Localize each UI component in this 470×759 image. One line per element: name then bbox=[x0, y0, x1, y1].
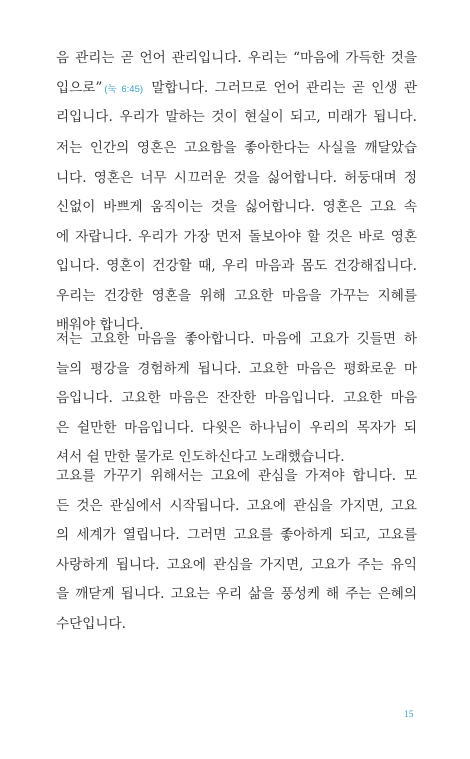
text-line: 음입니다. 고요한 마음은 잔잔한 마음입니다. 고요한 마음 bbox=[56, 390, 417, 406]
text-line: 셔서 쉴 만한 물가로 인도하신다고 노래했습니다. bbox=[56, 449, 345, 465]
text-line: 은 쉴만한 마음입니다. 다윗은 하나님이 우리의 목자가 되 bbox=[56, 419, 417, 436]
text-line: 우리는 건강한 영혼을 위해 고요한 마음을 가꾸는 지혜를 bbox=[56, 287, 417, 304]
text-line: 늘의 평강을 경험하게 됩니다. 고요한 마음은 평화로운 마 bbox=[56, 360, 417, 377]
text-line: 든 것은 관심에서 시작됩니다. 고요에 관심을 가지면, 고요 bbox=[56, 497, 417, 514]
text-line: 수단입니다. bbox=[56, 615, 126, 632]
text-line: 에 자랍니다. 우리가 가장 먼저 돌보아야 할 것은 바로 영혼 bbox=[56, 228, 417, 245]
text-line: 리입니다. 우리가 말하는 것이 현실이 되고, 미래가 됩니다. bbox=[56, 109, 417, 125]
paragraph-2 bbox=[56, 134, 417, 341]
text-line: 저는 고요한 마음을 좋아합니다. 마음에 고요가 깃들면 하 bbox=[56, 331, 417, 347]
paragraph-3 bbox=[56, 325, 417, 473]
text-segment: 입으로” bbox=[56, 79, 103, 96]
paragraph-1 bbox=[56, 44, 417, 133]
text-segment: 말합니다. 그러므로 언어 관리는 곧 인생 관 bbox=[145, 79, 417, 96]
paragraph-4 bbox=[56, 462, 417, 639]
text-line: 배워야 합니다. bbox=[56, 317, 144, 333]
text-line: 신없이 바쁘게 움직이는 것을 싫어합니다. 영혼은 고요 속 bbox=[56, 199, 417, 215]
text-line: 입니다. 영혼이 건강할 때, 우리 마음과 몸도 건강해집니다. bbox=[56, 258, 417, 274]
page-number: 15 bbox=[404, 710, 414, 720]
text-line: 사랑하게 됩니다. 고요에 관심을 가지면, 고요가 주는 유익 bbox=[56, 556, 417, 573]
text-line: 저는 인간의 영혼은 고요함을 좋아한다는 사실을 깨달았습 bbox=[56, 140, 417, 156]
text-line: 음 관리는 곧 언어 관리입니다. 우리는 “마음에 가득한 것을 bbox=[56, 50, 417, 66]
text-line: 고요를 가꾸기 위해서는 고요에 관심을 가져야 합니다. 모 bbox=[56, 468, 417, 484]
text-line: 니다. 영혼은 너무 시끄러운 것을 싫어합니다. 허둥대며 정 bbox=[56, 169, 417, 186]
scripture-reference: (눅 6:45) bbox=[104, 83, 144, 95]
text-line: 의 세계가 열립니다. 그러면 고요를 좋아하게 되고, 고요를 bbox=[56, 527, 417, 543]
text-line bbox=[56, 74, 417, 104]
text-line: 을 깨닫게 됩니다. 고요는 우리 삶을 풍성케 해 주는 은혜의 bbox=[56, 586, 417, 602]
